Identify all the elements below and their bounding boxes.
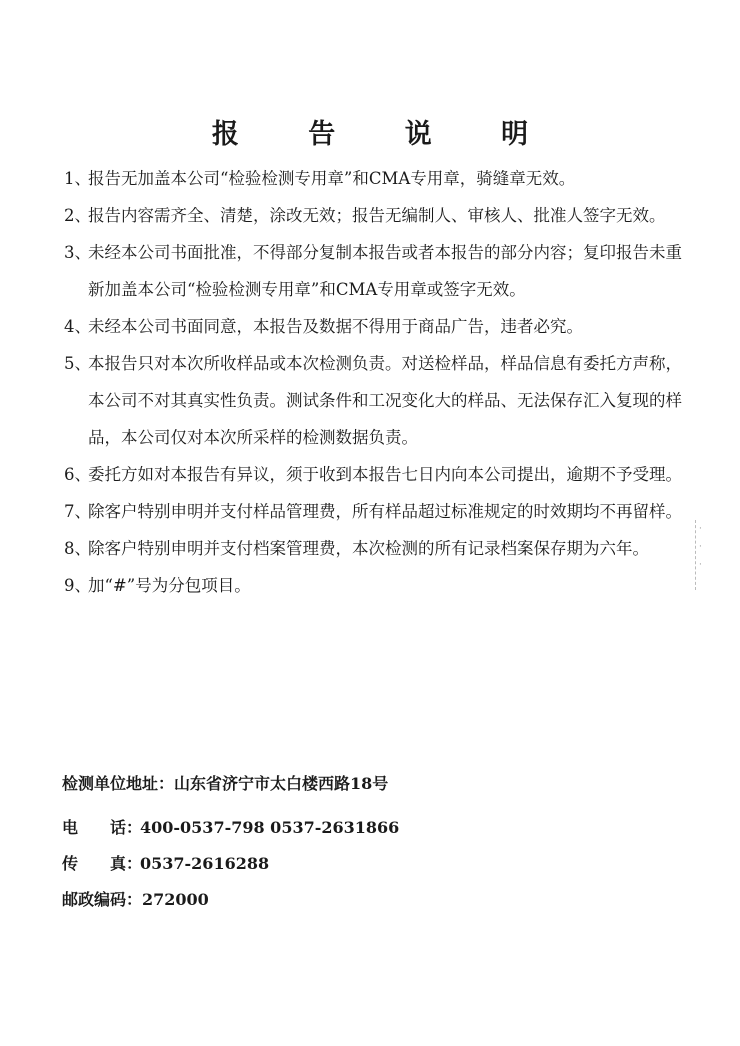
address-row [62, 766, 682, 802]
note-number: 7、 [64, 502, 91, 521]
address-value: 山东省济宁市太白楼西路18号 [174, 774, 389, 793]
note-number: 5、 [64, 354, 91, 373]
note-item-8 [64, 530, 684, 567]
fax-label-a: 传 [62, 854, 79, 873]
note-text: 未经本公司书面同意，本报告及数据不得用于商品广告，违者必究。 [88, 317, 583, 336]
note-text: 除客户特别申明并支付样品管理费，所有样品超过标准规定的时效期均不再留样。 [88, 502, 682, 521]
fax-label-b: 真： [110, 854, 143, 873]
phone-label-b: 话： [110, 818, 143, 837]
note-item-9 [64, 567, 684, 604]
phone-value: 400-0537-798 0537-2631866 [140, 818, 400, 837]
note-number: 1、 [64, 169, 91, 188]
phone-label-a: 电 [62, 818, 79, 837]
phone-row [62, 810, 682, 846]
note-item-2 [64, 197, 684, 234]
note-text: 委托方如对本报告有异议，须于收到本报告七日内向本公司提出，逾期不予受理。 [88, 465, 682, 484]
note-number: 4、 [64, 317, 91, 336]
note-number: 6、 [64, 465, 91, 484]
seam-seal-mark: · · · [695, 520, 714, 590]
address-label: 检测单位地址： [62, 774, 175, 793]
note-number: 2、 [64, 206, 91, 225]
note-item-6 [64, 456, 684, 493]
note-text: 未经本公司书面批准，不得部分复制本报告或者本报告的部分内容；复印报告未重新加盖本公司“检验检测专用章”和CMA专用章或签字无效。 [88, 243, 682, 299]
page-title: 报 告 说 明 [211, 119, 559, 150]
note-item-4 [64, 308, 684, 345]
contact-info [62, 766, 682, 918]
note-text: 报告内容需齐全、清楚，涂改无效；报告无编制人、审核人、批准人签字无效。 [88, 206, 666, 225]
note-item-7 [64, 493, 684, 530]
note-text: 加“#”号为分包项目。 [88, 576, 251, 595]
note-text: 报告无加盖本公司“检验检测专用章”和CMA专用章，骑缝章无效。 [88, 169, 576, 188]
fax-row [62, 846, 682, 882]
note-item-3 [64, 234, 684, 308]
note-item-1 [64, 160, 684, 197]
notes-list [64, 160, 684, 604]
note-text: 本报告只对本次所收样品或本次检测负责。对送检样品，样品信息有委托方声称，本公司不对其真实性负责。测试条件和工况变化大的样品、无法保存汇入复现的样品，本公司仅对本次所采样的检测数据负责。 [88, 354, 682, 447]
fax-value: 0537-2616288 [140, 854, 270, 873]
postcode-row [62, 882, 682, 918]
note-number: 9、 [64, 576, 91, 595]
postcode-value: 272000 [142, 890, 209, 909]
note-item-5 [64, 345, 684, 456]
note-text: 除客户特别申明并支付档案管理费，本次检测的所有记录档案保存期为六年。 [88, 539, 649, 558]
note-number: 3、 [64, 243, 91, 262]
note-number: 8、 [64, 539, 91, 558]
postcode-label: 邮政编码： [62, 890, 143, 909]
